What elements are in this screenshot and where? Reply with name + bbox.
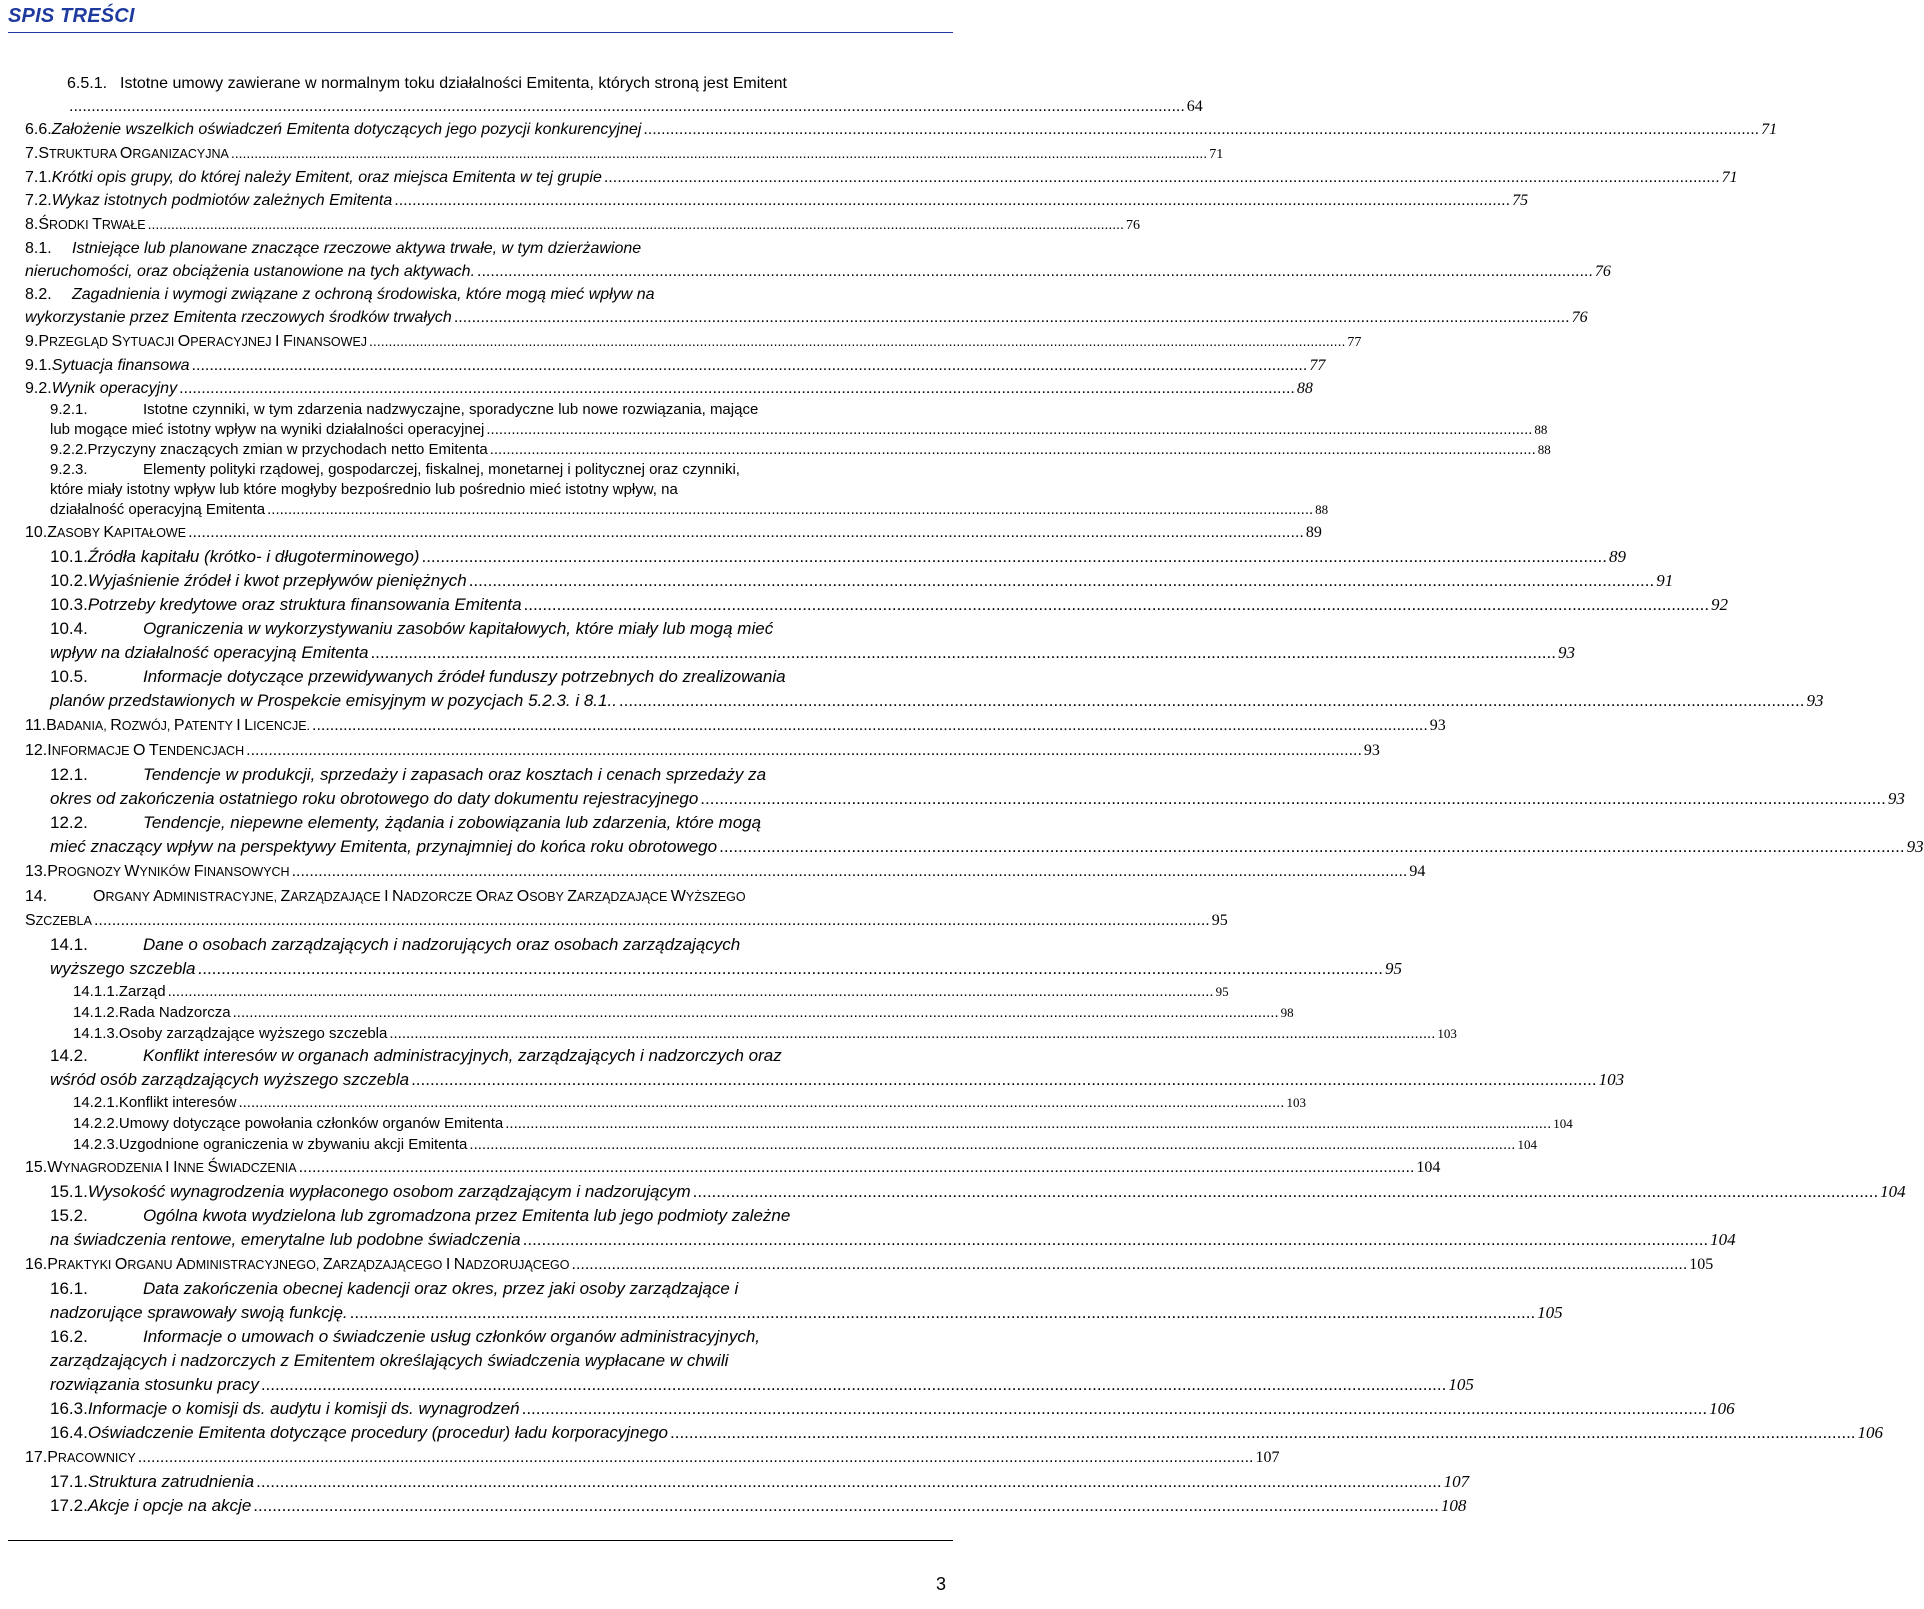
toc-entry-title: Źródła kapitału (krótko- i długoterminowego)	[87, 547, 420, 566]
toc-entry-number: 16.3.	[50, 1399, 88, 1418]
toc-entry-title: Istotne czynniki, w tym zdarzenia nadzwyczajne, sporadyczne lub nowe rozwiązania, mające	[143, 401, 759, 418]
page-number: 3	[935, 1574, 946, 1594]
toc-entry-title: działalność operacyjną Emitenta	[50, 501, 266, 518]
toc-entry-title: BADANIA, ROZWÓJ, PATENTY I LICENCJE.	[46, 717, 311, 734]
toc-entry[interactable]	[25, 377, 1313, 400]
toc-entry-title: planów przedstawionych w Prospekcie emisyjnym w pozycjach 5.2.3. i 8.1..	[50, 691, 617, 710]
toc-entry-number: 9.2.3.	[50, 461, 88, 478]
toc-entry-number: 17.2.	[50, 1496, 88, 1515]
toc-entry[interactable]	[25, 1180, 1906, 1204]
dot-leader	[233, 1002, 1279, 1023]
toc-entry-title: Struktura zatrudnienia	[87, 1472, 255, 1491]
toc-entry-number: 12.2.	[50, 813, 88, 832]
toc-entry-number: 14.	[25, 888, 48, 905]
toc-entry-title: PRZEGLĄD SYTUACJI OPERACYJNEJ I FINANSOWEJ	[38, 333, 368, 350]
footer-divider	[8, 1540, 953, 1541]
toc-entry[interactable]	[25, 617, 1575, 665]
toc-entry-number: 14.1.3.	[73, 1025, 119, 1042]
toc-entry-title: ORGANY ADMINISTRACYJNE, ZARZĄDZAJĄCE I NADZORCZE ORAZ OSOBY ZARZĄDZAJĄCE WYŻSZEGO	[93, 888, 746, 905]
dot-leader	[253, 1494, 1439, 1518]
toc-entry-title: Informacje dotyczące przewidywanych źródeł funduszy potrzebnych do zrealizowania	[143, 667, 786, 686]
toc-entry-page: 105	[1448, 1375, 1474, 1394]
toc-entry-title: wśród osób zarządzających wyższego szczebla	[50, 1070, 410, 1089]
toc-entry-number: 7.2.	[25, 192, 52, 209]
dot-leader	[188, 521, 1304, 545]
dot-leader	[454, 306, 1570, 329]
toc-entry[interactable]	[25, 400, 1548, 440]
dot-leader	[148, 213, 1124, 236]
toc-entry-title: PROGNOZY WYNIKÓW FINANSOWYCH	[47, 863, 290, 880]
dot-leader	[69, 95, 1185, 118]
toc-entry-number: 13.	[25, 863, 48, 880]
toc-entry-number: 9.2.2.	[50, 441, 88, 458]
toc-entry-number: 12.	[25, 742, 48, 759]
toc-entry-title: Informacje o umowach o świadczenie usług członków organów administracyjnych,	[143, 1327, 761, 1346]
dot-leader	[486, 420, 1532, 440]
toc-entry[interactable]	[25, 739, 1380, 763]
toc-entry[interactable]	[25, 1277, 1563, 1325]
toc-entry[interactable]	[25, 1134, 1537, 1155]
dot-leader	[198, 957, 1384, 981]
toc-entry-title: Przyczyny znaczących zmian w przychodach netto Emitenta	[87, 441, 488, 458]
toc-entry-page: 107	[1443, 1472, 1470, 1491]
toc-entry[interactable]	[25, 189, 1529, 212]
toc-entry[interactable]	[25, 1156, 1441, 1180]
toc-entry-page: 88	[1534, 422, 1548, 437]
toc-entry-title: PRAKTYKI ORGANU ADMINISTRACYJNEGO, ZARZĄDZAJĄCEGO I NADZORUJĄCEGO	[47, 1256, 570, 1273]
toc-entry-title: Rada Nadzorcza	[118, 1004, 231, 1021]
toc-entry-page: 88	[1296, 380, 1313, 397]
toc-entry-number: 16.1.	[50, 1279, 88, 1298]
dot-leader	[238, 1092, 1284, 1113]
toc-entry-page: 105	[1689, 1256, 1714, 1273]
dot-leader	[292, 860, 1408, 884]
toc-entry-number: 14.2.	[50, 1046, 88, 1065]
toc-entry[interactable]	[25, 166, 1738, 189]
toc-entry[interactable]	[25, 330, 1362, 354]
toc-entry[interactable]	[25, 1470, 1470, 1494]
dot-leader	[490, 440, 1536, 460]
toc-entry[interactable]	[25, 569, 1674, 593]
toc-entry-page: 76	[1125, 218, 1140, 233]
toc-entry-number: 10.	[25, 524, 48, 541]
toc-entry-number: 14.1.1.	[73, 983, 119, 1000]
toc-entry[interactable]	[25, 1494, 1467, 1518]
toc-entry-number: 9.2.1.	[50, 401, 88, 418]
toc-entry-title: Dane o osobach zarządzających i nadzorujących oraz osobach zarządzających	[143, 935, 741, 954]
toc-entry[interactable]	[25, 763, 1905, 811]
toc-entry-page: 104	[1880, 1182, 1906, 1201]
toc-entry-page: 95	[1385, 959, 1403, 978]
toc-entry-number: 15.1.	[50, 1182, 88, 1201]
toc-entry-title: rozwiązania stosunku pracy	[50, 1375, 259, 1394]
toc-entry-page: 92	[1711, 595, 1729, 614]
toc-entry-page: 95	[1211, 912, 1228, 929]
toc-entry-page: 64	[1186, 98, 1203, 115]
page-header	[8, 3, 960, 29]
toc-entry-title: Istniejące lub planowane znaczące rzeczowe aktywa trwałe, w tym dzierżawione	[72, 240, 642, 257]
toc-entry[interactable]	[25, 933, 1403, 981]
dot-leader	[168, 981, 1214, 1002]
toc-entry-page: 106	[1709, 1399, 1735, 1418]
toc-entry-number: 10.4.	[50, 619, 88, 638]
toc-entry-title: Ograniczenia w wykorzystywaniu zasobów kapitałowych, które miały lub mogą mieć	[143, 619, 774, 638]
toc-entry[interactable]	[25, 714, 1446, 738]
dot-leader	[719, 835, 1905, 859]
toc-entry-page: 93	[1806, 691, 1824, 710]
toc-entry-title: Krótki opis grupy, do której należy Emitent, oraz miejsca Emitenta w tej grupie	[51, 169, 602, 186]
toc-entry[interactable]	[25, 665, 1824, 713]
toc-entry[interactable]	[25, 1092, 1306, 1113]
toc-entry[interactable]	[25, 885, 1228, 933]
dot-leader	[421, 545, 1607, 569]
dot-leader	[469, 1134, 1515, 1155]
toc-entry-number: 11.	[25, 717, 47, 734]
dot-leader	[192, 354, 1308, 377]
toc-entry[interactable]	[25, 354, 1326, 377]
toc-entry-page: 71	[1761, 121, 1778, 138]
toc-entry-title: Potrzeby kredytowe oraz struktura finansowania Emitenta	[87, 595, 522, 614]
toc-entry-title: Oświadczenie Emitenta dotyczące procedury (procedur) ładu korporacyjnego	[87, 1423, 668, 1442]
toc-entry-number: 16.	[25, 1256, 48, 1273]
toc-entry-title: Wynik operacyjny	[51, 380, 178, 397]
toc-entry-page: 107	[1255, 1449, 1280, 1466]
toc-entry-page: 93	[1557, 643, 1575, 662]
dot-leader	[670, 1421, 1856, 1445]
toc-entry-number: 14.1.2.	[73, 1004, 119, 1021]
toc-entry-number: 15.	[25, 1159, 48, 1176]
toc-entry-page: 108	[1440, 1496, 1467, 1515]
dot-leader	[523, 1228, 1709, 1252]
toc-entry[interactable]	[25, 1044, 1625, 1092]
toc-entry-number: 6.6.	[25, 121, 52, 138]
toc-entry-title: Ogólna kwota wydzielona lub zgromadzona przez Emitenta lub jego podmioty zależne	[143, 1206, 791, 1225]
toc-entry-page: 104	[1517, 1137, 1537, 1152]
toc-entry-number: 14.2.1.	[73, 1094, 119, 1111]
toc-entry-title: wpływ na działalność operacyjną Emitenta	[50, 643, 369, 662]
toc-entry-title: Istotne umowy zawierane w normalnym toku działalności Emitenta, których stroną jest Emitent	[120, 75, 787, 92]
toc-entry-title: okres od zakończenia ostatniego roku obrotowego do daty dokumentu rejestracyjnego	[50, 789, 699, 808]
toc-entry-number: 8.1.	[25, 240, 52, 257]
toc-entry-page: 76	[1594, 263, 1611, 280]
dot-leader	[700, 787, 1886, 811]
toc-entry-title: Tendencje w produkcji, sprzedaży i zapasach oraz kosztach i cenach sprzedaży za	[143, 765, 767, 784]
dot-leader	[350, 1301, 1536, 1325]
toc-entry-number: 10.5.	[50, 667, 88, 686]
toc-entry-page: 71	[1721, 169, 1738, 186]
toc-entry-page: 106	[1857, 1423, 1884, 1442]
toc-entry-number: 7.1.	[25, 169, 52, 186]
toc-entry-number: 10.1.	[50, 547, 88, 566]
toc-entry-title: Umowy dotyczące powołania członków organów Emitenta	[118, 1115, 504, 1132]
toc-entry[interactable]	[25, 1023, 1457, 1044]
toc-entry-page: 91	[1656, 571, 1674, 590]
toc-entry[interactable]	[25, 1421, 1884, 1445]
toc-entry[interactable]	[25, 72, 1203, 118]
dot-leader	[267, 500, 1313, 520]
toc-entry[interactable]	[25, 521, 1322, 545]
dot-leader	[411, 1068, 1597, 1092]
toc-entry-page: 71	[1209, 147, 1224, 162]
toc-entry-page: 93	[1906, 837, 1924, 856]
dot-leader	[469, 569, 1655, 593]
toc-entry-number: 14.1.	[50, 935, 88, 954]
toc-entry[interactable]	[25, 1002, 1294, 1023]
toc-entry[interactable]	[25, 1397, 1735, 1421]
toc-entry-title: ŚRODKI TRWAŁE	[38, 216, 146, 233]
dot-leader	[312, 714, 1428, 738]
toc-entry-page: 88	[1315, 502, 1329, 517]
toc-entry-page: 75	[1512, 192, 1529, 209]
toc-entry[interactable]	[25, 283, 1588, 329]
toc-entry[interactable]	[25, 460, 1329, 520]
toc-entry-page: 104	[1710, 1230, 1736, 1249]
toc-entry-title: Zagadnienia i wymogi związane z ochroną środowiska, które mogą mieć wpływ na	[72, 286, 655, 303]
dot-leader	[505, 1113, 1551, 1134]
toc-entry-title: Wyjaśnienie źródeł i kwot przepływów pieniężnych	[87, 571, 467, 590]
table-of-contents	[25, 72, 1924, 1518]
toc-entry[interactable]	[25, 593, 1729, 617]
toc-entry-number: 10.3.	[50, 595, 88, 614]
toc-entry-number: 17.1.	[50, 1472, 88, 1491]
toc-entry-page: 77	[1347, 335, 1362, 350]
toc-entry-title: Konflikt interesów w organach administracyjnych, zarządzających i nadzorczych oraz	[143, 1046, 782, 1065]
dot-leader	[643, 118, 1759, 141]
toc-entry-title: INFORMACJE O TENDENCJACH	[47, 742, 245, 759]
toc-entry-page: 103	[1598, 1070, 1625, 1089]
toc-entry-page: 95	[1215, 984, 1229, 999]
dot-leader	[572, 1253, 1688, 1277]
toc-entry[interactable]	[25, 237, 1611, 283]
dot-leader	[261, 1373, 1447, 1397]
toc-entry-title: ZASOBY KAPITAŁOWE	[47, 524, 187, 541]
toc-entry-title: Wysokość wynagrodzenia wypłaconego osobom zarządzającym i nadzorującym	[87, 1182, 691, 1201]
toc-entry-title: Założenie wszelkich oświadczeń Emitenta dotyczących jego pozycji konkurencyjnej	[51, 121, 642, 138]
toc-entry[interactable]	[25, 1325, 1474, 1397]
toc-entry-page: 93	[1429, 717, 1446, 734]
dot-leader	[94, 909, 1210, 933]
toc-entry-number: 14.2.2.	[73, 1115, 119, 1132]
toc-entry-number: 8.	[25, 216, 39, 233]
toc-entry-number: 12.1.	[50, 765, 88, 784]
toc-entry-number: 14.2.3.	[73, 1136, 119, 1153]
toc-entry[interactable]	[25, 1113, 1573, 1134]
dot-leader	[394, 189, 1510, 212]
toc-entry-title: Uzgodnione ograniczenia w zbywaniu akcji Emitenta	[118, 1136, 468, 1153]
toc-entry[interactable]	[25, 118, 1778, 141]
dot-leader	[693, 1180, 1879, 1204]
toc-entry[interactable]	[25, 981, 1229, 1002]
toc-entry-title: wykorzystanie przez Emitenta rzeczowych środków trwałych	[25, 309, 452, 326]
toc-entry[interactable]	[25, 860, 1426, 884]
toc-entry-title: nadzorujące sprawowały swoją funkcję.	[50, 1303, 348, 1322]
toc-entry-title: Data zakończenia obecnej kadencji oraz okres, przez jaki osoby zarządzające i	[143, 1279, 739, 1298]
toc-entry-title: nieruchomości, oraz obciążenia ustanowione na tych aktywach.	[25, 263, 476, 280]
toc-entry-title: WYNAGRODZENIA I INNE ŚWIADCZENIA	[47, 1159, 297, 1176]
toc-entry-number: 16.2.	[50, 1327, 88, 1346]
toc-entry-title: Wykaz istotnych podmiotów zależnych Emitenta	[51, 192, 393, 209]
toc-entry-page: 104	[1416, 1159, 1441, 1176]
toc-entry-number: 16.4.	[50, 1423, 88, 1442]
toc-entry-page: 77	[1309, 357, 1326, 374]
toc-entry[interactable]	[25, 1204, 1736, 1252]
toc-entry-number: 15.2.	[50, 1206, 88, 1225]
toc-entry-page: 76	[1571, 309, 1588, 326]
toc-entry-title: Sytuacja finansowa	[51, 357, 190, 374]
toc-entry[interactable]	[25, 1253, 1714, 1277]
toc-entry-page: 105	[1537, 1303, 1563, 1322]
toc-entry-page: 103	[1437, 1026, 1457, 1041]
toc-entry-number: 9.1.	[25, 357, 52, 374]
toc-entry-title: SZCZEBLA	[25, 912, 92, 929]
toc-entry-title: Zarząd	[118, 983, 166, 1000]
toc-entry-title: Osoby zarządzające wyższego szczebla	[118, 1025, 388, 1042]
toc-entry-page: 88	[1537, 442, 1551, 457]
toc-entry-page: 89	[1608, 547, 1626, 566]
dot-leader	[256, 1470, 1442, 1494]
toc-entry-title: mieć znaczący wpływ na perspektywy Emitenta, przynajmniej do końca roku obrotowego	[50, 837, 718, 856]
toc-entry-title: na świadczenia rentowe, emerytalne lub podobne świadczenia	[50, 1230, 521, 1249]
header-divider	[8, 32, 953, 33]
toc-entry[interactable]	[25, 811, 1924, 859]
dot-leader	[604, 166, 1720, 189]
toc-entry-title: STRUKTURA ORGANIZACYJNA	[38, 145, 229, 162]
toc-entry-number: 6.5.1.	[67, 75, 108, 92]
dot-leader	[477, 260, 1593, 283]
toc-entry[interactable]	[25, 1446, 1280, 1470]
toc-entry[interactable]	[25, 545, 1626, 569]
toc-entry[interactable]	[25, 440, 1551, 460]
dot-leader	[389, 1023, 1435, 1044]
toc-entry-title: Informacje o komisji ds. audytu i komisji ds. wynagrodzeń	[87, 1399, 520, 1418]
toc-entry-title: Akcje i opcje na akcje	[87, 1496, 252, 1515]
toc-entry-title-continued: zarządzających i nadzorczych z Emitentem określających świadczenia wypłacane w chwili	[50, 1351, 729, 1370]
toc-entry-title: Elementy polityki rządowej, gospodarczej, fiskalnej, monetarnej i politycznej oraz czynniki,	[143, 461, 740, 478]
toc-entry[interactable]	[25, 142, 1224, 166]
dot-leader	[369, 330, 1345, 353]
toc-entry-page: 103	[1286, 1095, 1306, 1110]
toc-entry-title: PRACOWNICY	[47, 1449, 136, 1466]
dot-leader	[246, 739, 1362, 763]
toc-entry-number: 7.	[25, 145, 39, 162]
dot-leader	[138, 1446, 1254, 1470]
dot-leader	[370, 641, 1556, 665]
toc-entry-number: 9.	[25, 333, 39, 350]
dot-leader	[524, 593, 1710, 617]
toc-entry[interactable]	[25, 213, 1140, 237]
dot-leader	[619, 689, 1805, 713]
toc-entry-title: wyższego szczebla	[50, 959, 196, 978]
page-title: SPIS TREŚCI	[8, 5, 135, 27]
toc-entry-title-continued: które miały istotny wpływ lub które mogłyby bezpośrednio lub pośrednio mieć istotny wpływ, na	[50, 481, 678, 498]
toc-entry-page: 89	[1305, 524, 1322, 541]
dot-leader	[299, 1156, 1415, 1180]
toc-entry-page: 93	[1887, 789, 1905, 808]
toc-entry-number: 8.2.	[25, 286, 52, 303]
toc-entry-page: 93	[1363, 742, 1380, 759]
toc-entry-title: Tendencje, niepewne elementy, żądania i zobowiązania lub zdarzenia, które mogą	[143, 813, 762, 832]
toc-entry-title: lub mogące mieć istotny wpływ na wyniki działalności operacyjnej	[50, 421, 485, 438]
toc-entry-number: 17.	[25, 1449, 48, 1466]
toc-entry-title: Konflikt interesów	[118, 1094, 237, 1111]
dot-leader	[179, 377, 1295, 400]
toc-entry-page: 94	[1409, 863, 1426, 880]
toc-entry-number: 9.2.	[25, 380, 52, 397]
dot-leader	[522, 1397, 1708, 1421]
toc-entry-page: 104	[1553, 1116, 1573, 1131]
toc-entry-page: 98	[1280, 1005, 1294, 1020]
toc-entry-number: 10.2.	[50, 571, 88, 590]
dot-leader	[231, 142, 1207, 165]
